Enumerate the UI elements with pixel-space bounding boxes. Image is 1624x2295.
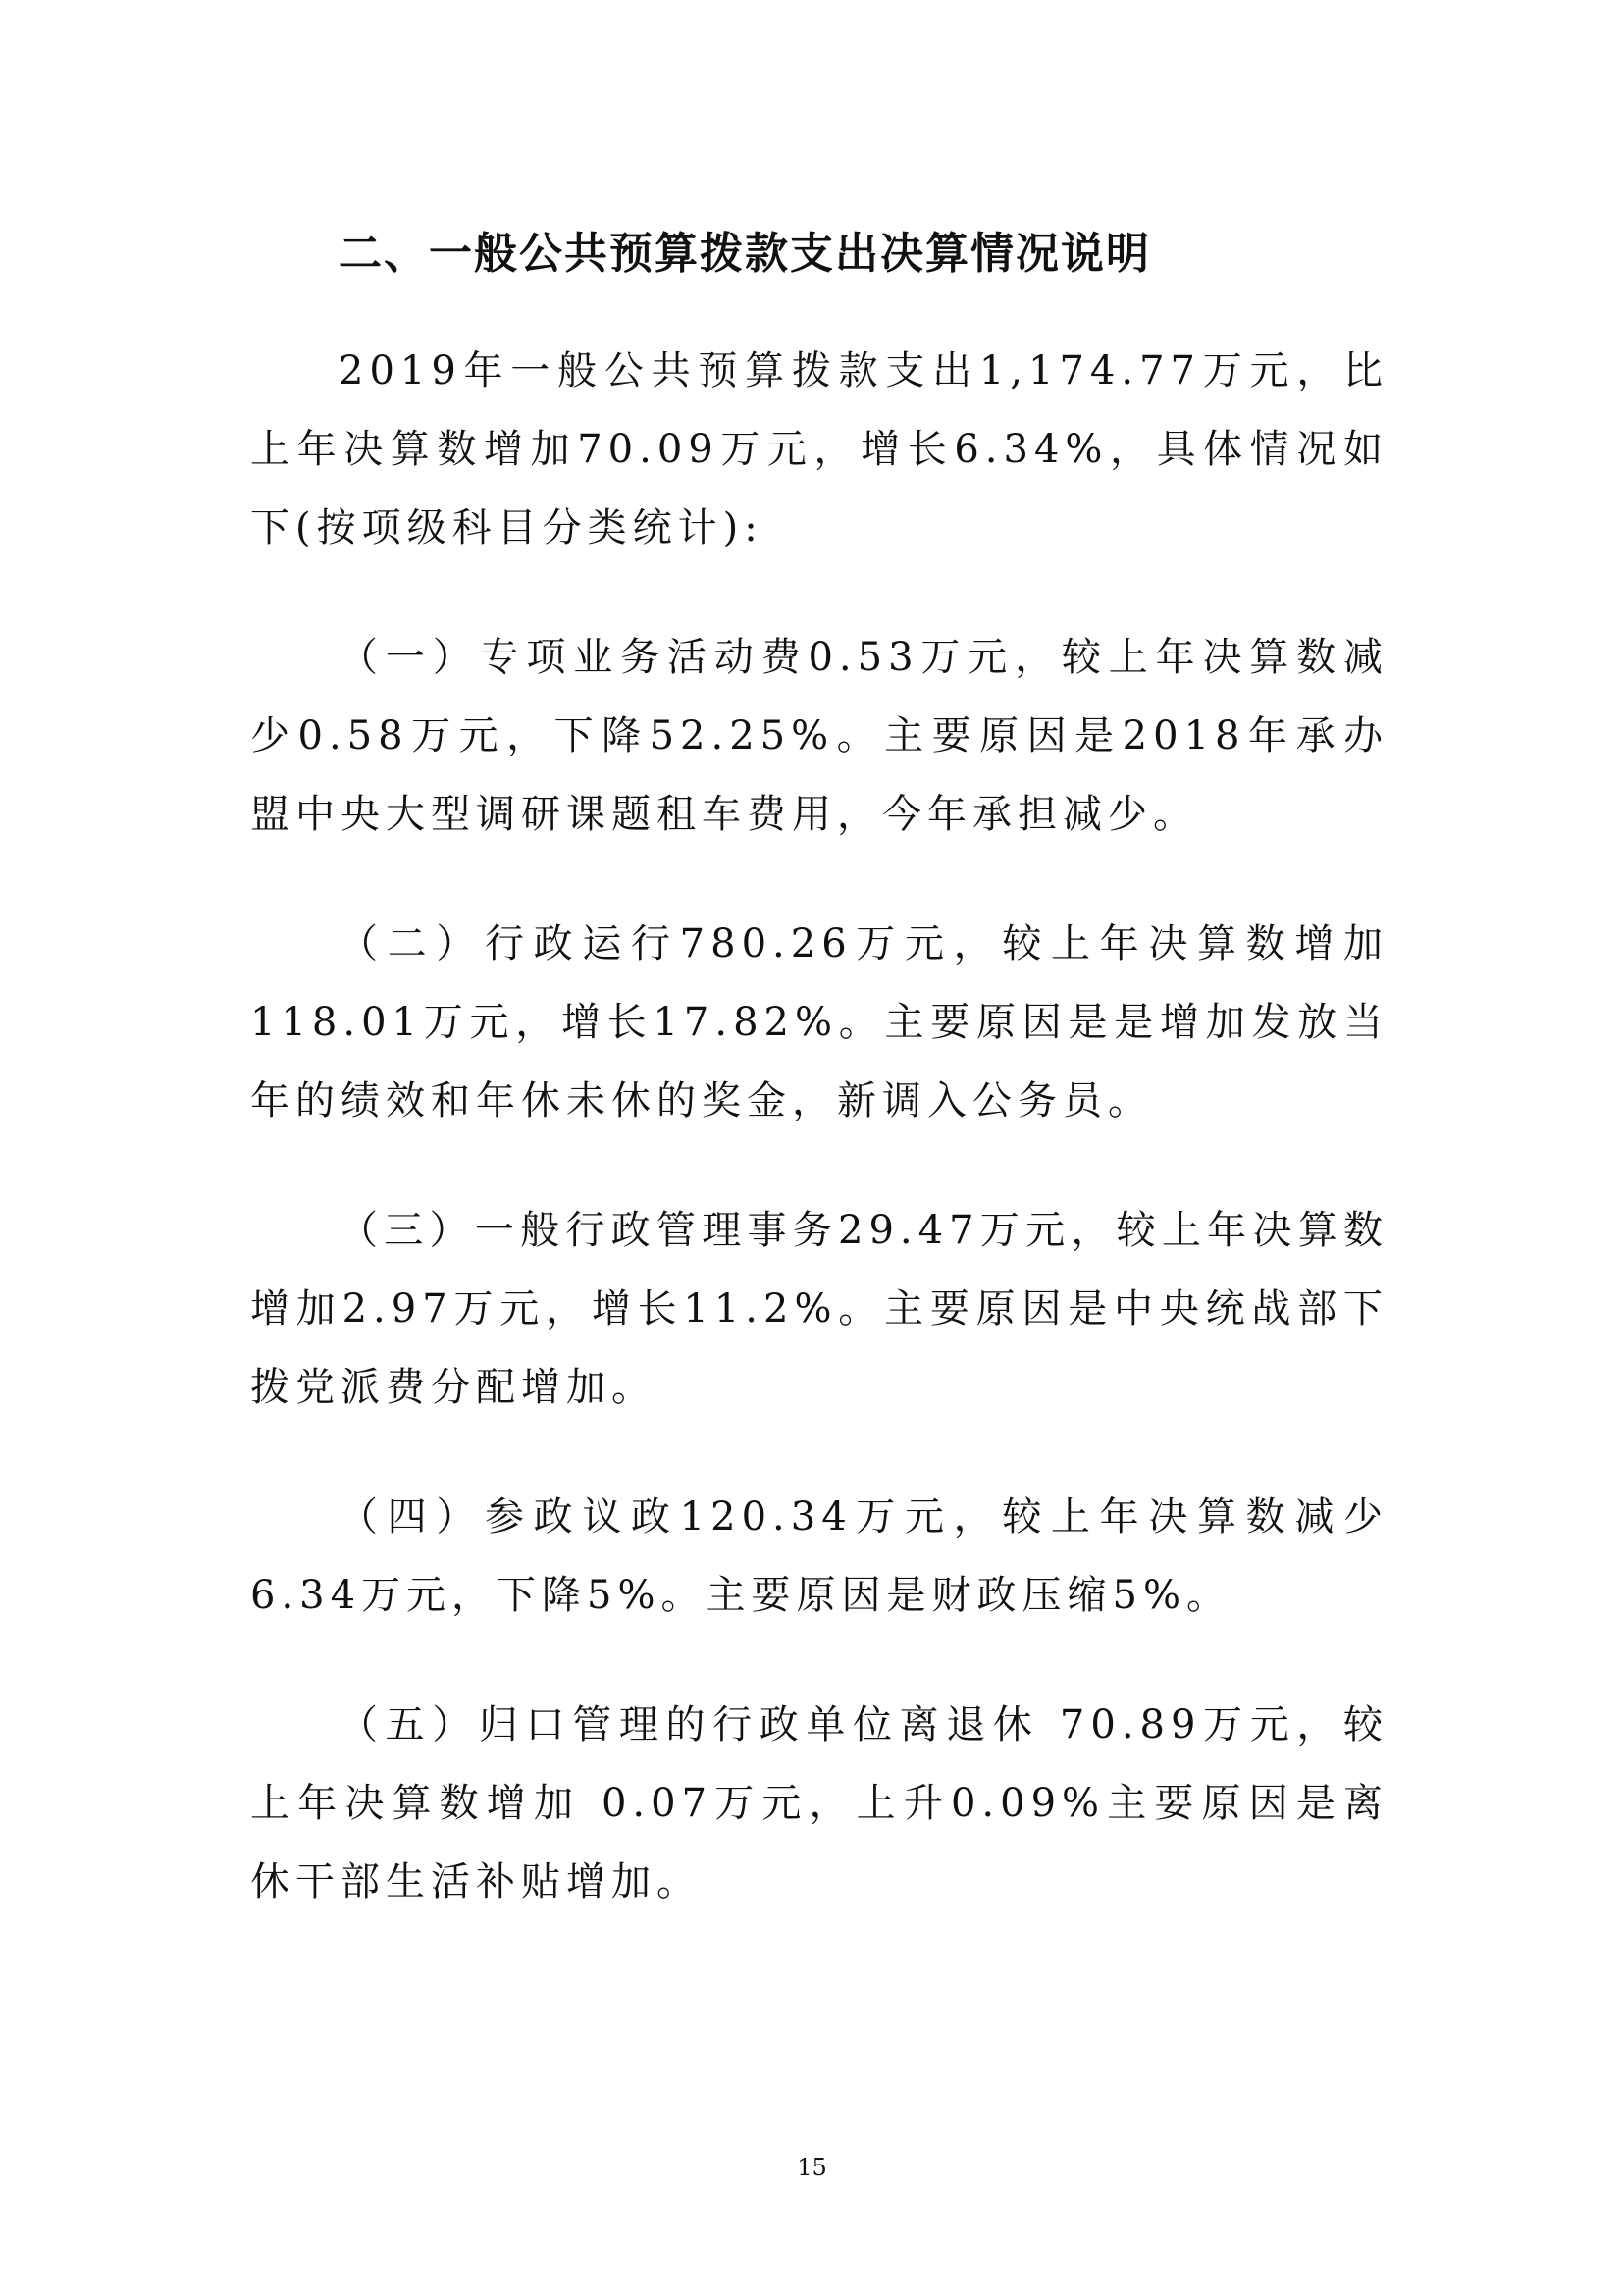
item-paragraph-1: （一）专项业务活动费0.53万元，较上年决算数减少0.58万元，下降52.25%。主要原因是2018年承办盟中央大型调研课题租车费用，今年承担减少。 bbox=[250, 635, 1388, 837]
page-number: 15 bbox=[797, 2154, 827, 2181]
item-paragraph-2: （二）行政运行780.26万元，较上年决算数增加118.01万元，增长17.82%。主要原因是是增加发放当年的绩效和年休未休的奖金，新调入公务员。 bbox=[250, 921, 1388, 1123]
intro-paragraph: 2019年一般公共预算拨款支出1,174.77万元，比上年决算数增加70.09万元，增长6.34%，具体情况如下(按项级科目分类统计): bbox=[250, 348, 1388, 550]
item-paragraph-5: （五）归口管理的行政单位离退休 70.89万元，较上年决算数增加 0.07万元，上升0.09%主要原因是离休干部生活补贴增加。 bbox=[250, 1702, 1388, 1904]
item-paragraph-3: （三）一般行政管理事务29.47万元，较上年决算数增加2.97万元，增长11.2%。主要原因是中央统战部下拨党派费分配增加。 bbox=[250, 1208, 1388, 1410]
section-heading: 二、一般公共预算拨款支出决算情况说明 bbox=[339, 229, 1151, 279]
item-paragraph-4: （四）参政议政120.34万元，较上年决算数减少6.34万元，下降5%。主要原因是财政压缩5%。 bbox=[250, 1494, 1388, 1618]
